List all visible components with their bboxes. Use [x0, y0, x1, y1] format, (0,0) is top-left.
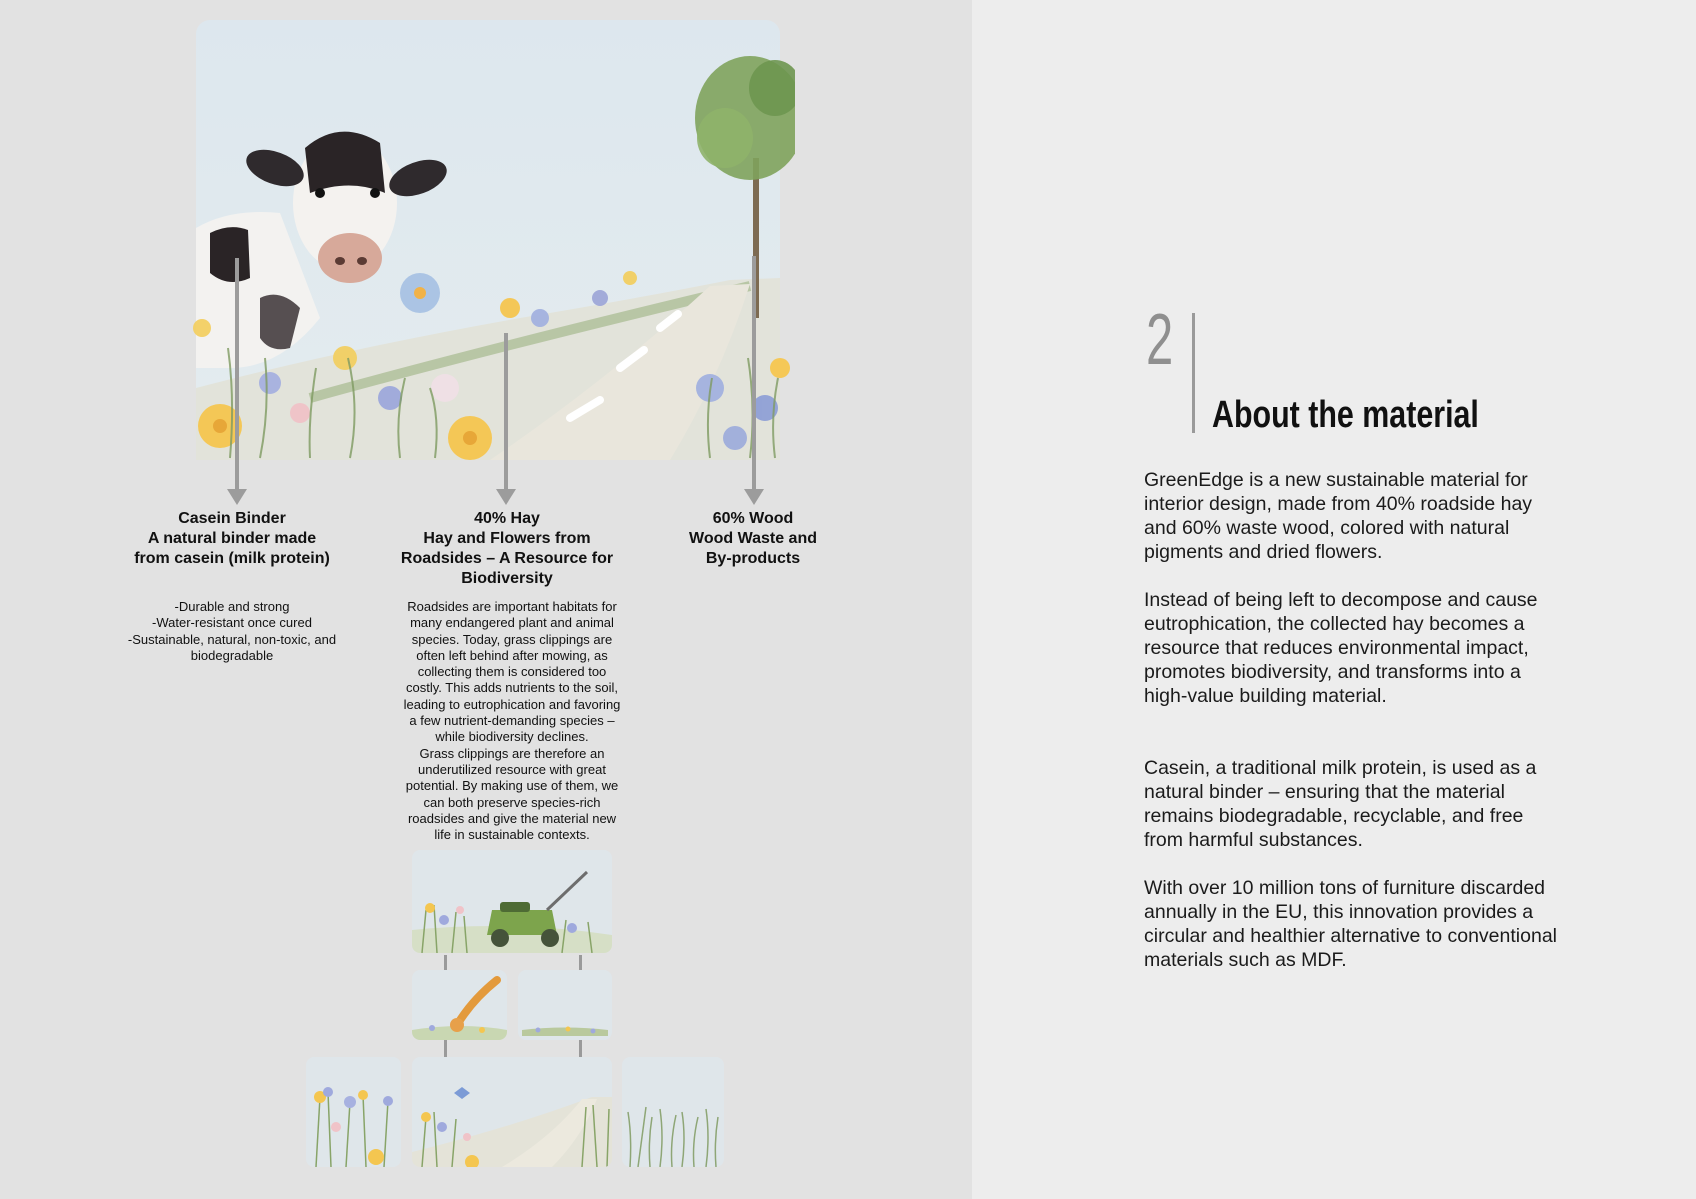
roadside-result-tile	[412, 1057, 612, 1167]
arrow-casein	[235, 258, 239, 491]
hay-title: 40% Hay Hay and Flowers from Roadsides – A Resource for Biodiversity	[400, 510, 614, 587]
section-divider	[1192, 313, 1195, 433]
landscape-illustration	[190, 18, 795, 478]
arrow-wood	[752, 256, 756, 491]
casein-properties: -Durable and strong -Water-resistant once cured -Sustainable, natural, non-toxic, and biodegradable	[127, 599, 337, 663]
clippings-left-tile	[518, 970, 612, 1040]
hero-illustration	[190, 18, 795, 478]
casein-paragraph: Casein, a traditional milk protein, is used as a natural binder – ensuring that the material remains biodegradable, recyclable, and free from harmful substances.	[1144, 757, 1537, 851]
hay-description: Roadsides are important habitats for many endangered plant and animal species. Today, grass clippings are often left behind after mowing, as collecting them is considered too costly. This adds nutrients to the soil, leading to eutrophication and favoring a few nutrient-demanding species – while biodiversity declines. Grass clippings are therefore an underutilized resource with great potential. By making use of them, we can both preserve species-rich roadsides and give the material new life in sustainable contexts.	[403, 599, 621, 843]
intro-paragraph: GreenEdge is a new sustainable material for interior design, made from 40% roadside hay and 60% waste wood, colored with natural pigments and dried flowers.	[1144, 469, 1533, 563]
arrow-hay	[504, 333, 508, 491]
hay-paragraph: Instead of being left to decompose and cause eutrophication, the collected hay becomes a resource that reduces environmental impact, promotes biodiversity, and transforms into a high-value building material.	[1144, 589, 1538, 707]
flower-meadow-tile	[306, 1057, 401, 1167]
wood-title: 60% Wood Wood Waste and By-products	[689, 510, 817, 567]
furniture-paragraph: With over 10 million tons of furniture discarded annually in the EU, this innovation provides a circular and healthier alternative to conventional materials such as MDF.	[1144, 877, 1557, 971]
section-title: About the material	[1212, 394, 1479, 436]
collecting-tile	[412, 970, 507, 1040]
casein-title: Casein Binder A natural binder made from casein (milk protein)	[134, 510, 330, 567]
section-number: 2	[1146, 300, 1174, 380]
mowing-tile	[412, 850, 612, 953]
grass-tile	[622, 1057, 724, 1167]
